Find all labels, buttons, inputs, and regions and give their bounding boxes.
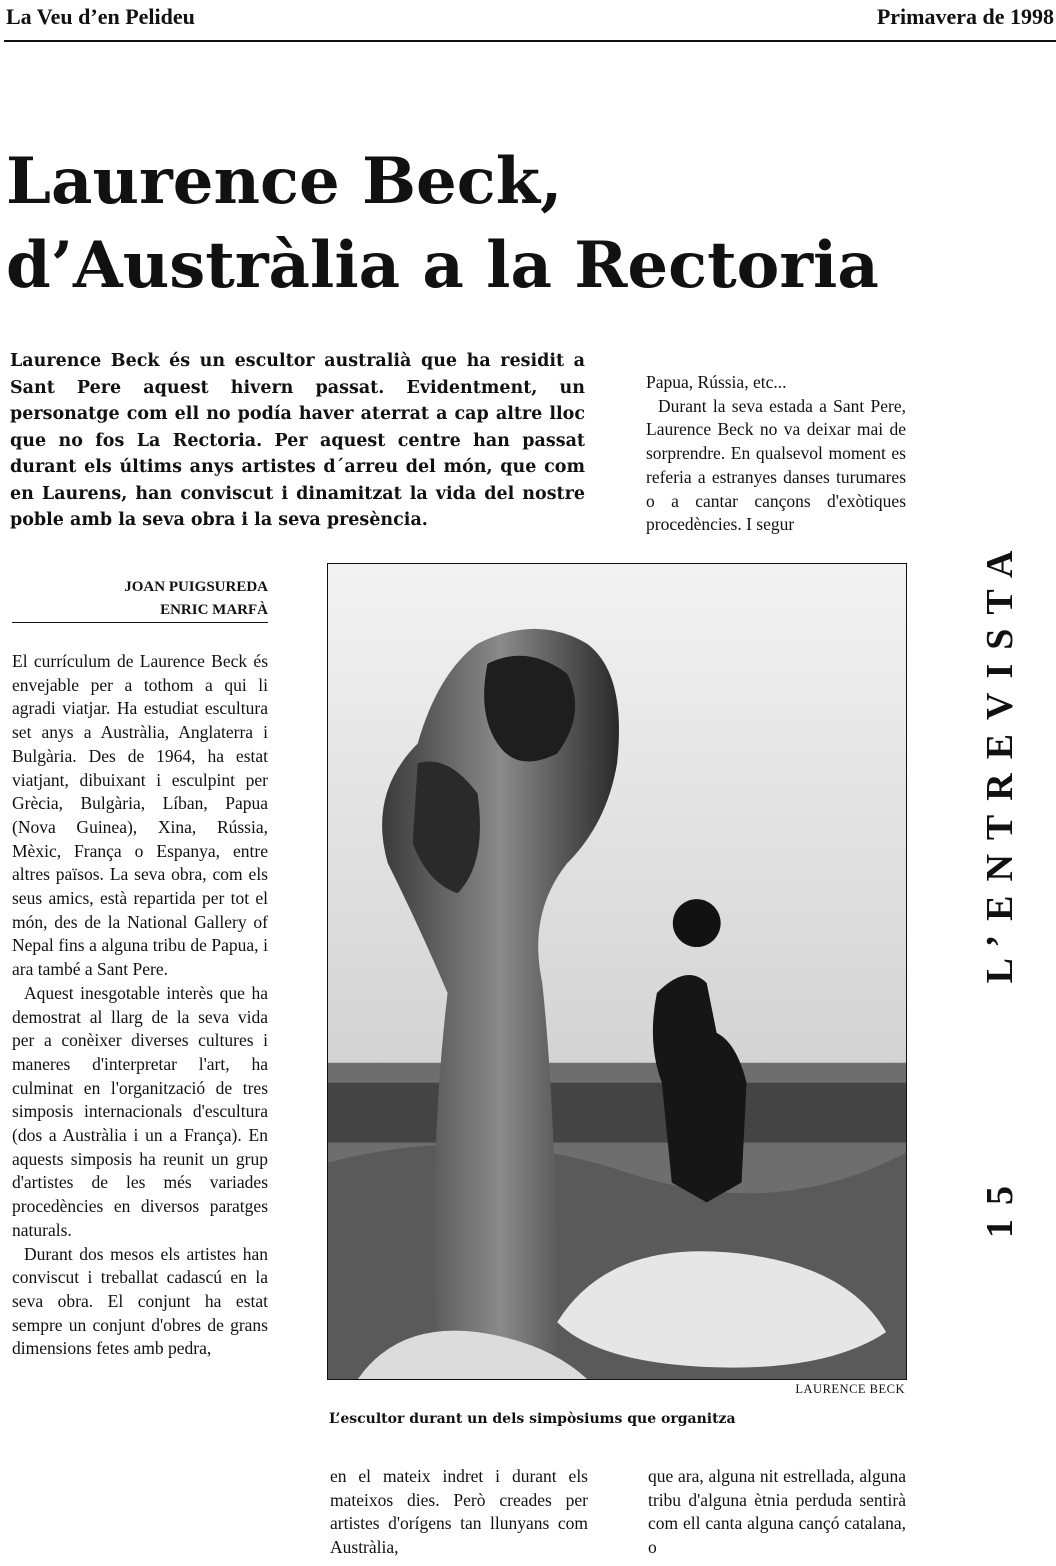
sculpture-photo-image: [328, 564, 906, 1379]
byline-divider: [12, 622, 268, 623]
author-1: JOAN PUIGSUREDA: [124, 579, 268, 595]
section-label: L’ENTREVISTA: [979, 536, 1021, 984]
paragraph: Durant la seva estada a Sant Pere, Laurence Beck no va deixar mai de sorprendre. En qualsevol moment es referia a estranyes danses turumares o a cantar cançons d'exòtiques procedències. I segur: [646, 395, 906, 535]
paragraph: que ara, alguna nit estrellada, alguna tribu d'alguna ètnia perduda sentirà com ell canta alguna cançó catalana, o: [648, 1466, 906, 1558]
paragraph: Papua, Rússia, etc...: [646, 372, 787, 392]
paragraph: en el mateix indret i durant els mateixos dies. Però creades per artistes d'orígens tan llunyans com Austràlia,: [330, 1466, 588, 1558]
paragraph: Durant dos mesos els artistes han conviscut i treballat cadascú en la seva obra. El conjunt ha estat sempre un conjunt d'obres de grans dimensions fetes amb pedra,: [12, 1243, 268, 1359]
body-column-right-top: [646, 371, 906, 537]
article-photo: [327, 563, 907, 1380]
body-column-right-bottom: [648, 1465, 906, 1560]
paragraph: Aquest inesgotable interès que ha demostrat al llarg de la seva vida per a conèixer diverses cultures i maneres d'interpretar l'art, ha culminat en l'organització de tres simposis internacionals d'escultura (dos a Austràlia i un a França). En aquests simposis ha reunit un grup d'artistes de les més variades procedències en diversos paratges naturals.: [12, 982, 268, 1240]
article-title: [6, 140, 966, 308]
body-column-middle-bottom: [330, 1465, 588, 1560]
header-divider: [4, 40, 1056, 42]
byline: [12, 576, 268, 622]
paragraph: El currículum de Laurence Beck és envejable per a tothom a qui li agradi viatjar. Ha estudiat escultura set anys a Austràlia, Anglaterra i Bulgària. Des de 1964, ha estat viatjant, dibuixant i esculpint per Grècia, Bulgària, Líban, Papua (Nova Guinea), Xina, Rússia, Mèxic, França o Espanya, entre altres països. La seva obra, com els seus amics, està repartida per tot el món, des de la National Gallery of Nepal fins a alguna tribu de Papua, i ara també a Sant Pere.: [12, 651, 268, 980]
page-number: 15: [979, 1172, 1021, 1238]
issue-date: Primavera de 1998: [876, 4, 1054, 29]
photo-credit: LAURENCE BECK: [795, 1382, 905, 1396]
title-line-1: Laurence Beck,: [6, 144, 563, 219]
body-column-left: [12, 650, 268, 1361]
photo-caption: L’escultor durant un dels simpòsiums que organitza: [329, 1411, 736, 1427]
author-2: ENRIC MARFÀ: [160, 602, 268, 618]
title-line-2: d’Austràlia a la Rectoria: [6, 228, 879, 303]
article-lead: Laurence Beck és un escultor australià que ha residit a Sant Pere aquest hivern passat. Evidentment, un personatge com ell no podía haver aterrat a cap altre lloc que no fos La Rectoria. Per aquest centre han passat durant els últims anys artistes d´arreu del món, que com en Laurens, han conviscut i dinamitzat la vida del nostre poble amb la seva obra i la seva presència.: [10, 351, 585, 530]
publication-name: La Veu d’en Pelideu: [6, 4, 195, 29]
